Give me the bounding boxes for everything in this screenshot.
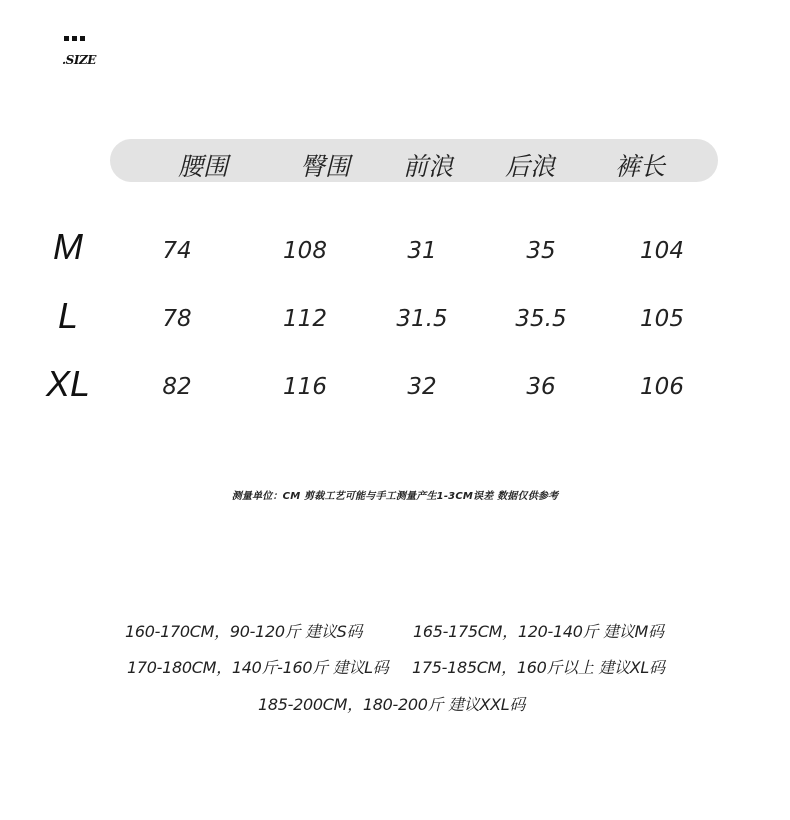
column-header-waist: 腰围 [177,152,228,181]
table-cell: 105 [640,306,684,332]
recommendation-l: 170-180CM，140斤-160斤 建议L码 [127,658,389,677]
recommendation-s: 160-170CM，90-120斤 建议S码 [125,622,363,641]
recommendation-xl: 175-185CM，160斤以上 建议XL码 [412,658,665,677]
table-cell: 74 [162,238,192,264]
column-header-front-rise: 前浪 [402,152,453,181]
size-logo: .SIZE [62,53,96,67]
size-label-m: M [53,226,83,267]
table-cell: 35 [526,238,556,264]
measurement-note: 测量单位：CM 剪裁工艺可能与手工测量产生1-3CM误差 数据仅供参考 [231,491,559,502]
table-cell: 36 [526,374,556,400]
column-header-hip: 臀围 [299,152,350,181]
table-cell: 35.5 [515,306,567,332]
table-cell: 104 [640,238,684,264]
table-cell: 106 [640,374,684,400]
size-label-l: L [57,295,79,336]
table-cell: 31.5 [396,306,448,332]
table-cell: 108 [283,238,327,264]
table-cell: 78 [162,306,192,332]
table-cell: 31 [407,238,437,264]
recommendation-xxl: 185-200CM，180-200斤 建议XXL码 [258,695,526,714]
table-cell: 112 [283,306,327,332]
table-cell: 116 [283,374,327,400]
column-header-length: 裤长 [614,152,665,181]
size-label-xl: XL [45,363,91,404]
column-header-back-rise: 后浪 [504,152,555,181]
table-cell: 32 [407,374,437,400]
recommendation-m: 165-175CM，120-140斤 建议M码 [413,622,664,641]
table-cell: 82 [162,374,192,400]
logo-dots-icon [64,36,85,41]
